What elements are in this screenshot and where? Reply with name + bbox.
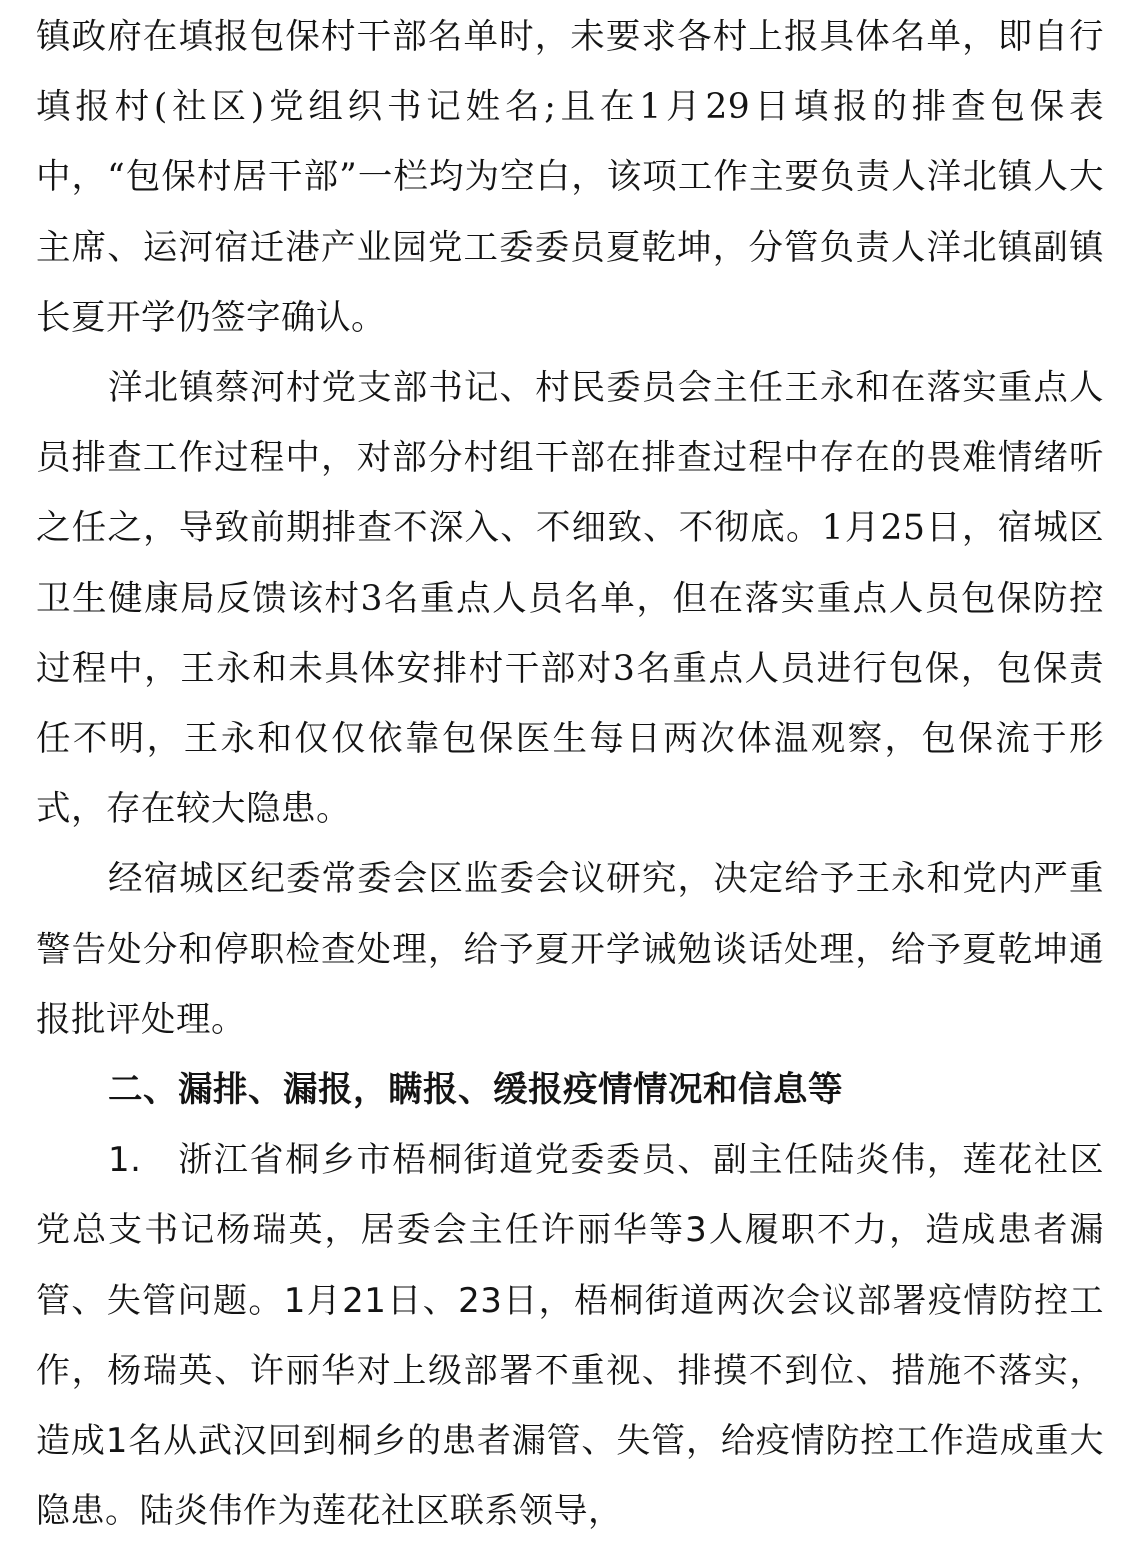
paragraph-wang-yonghe: 洋北镇蔡河村党支部书记、村民委员会主任王永和在落实重点人员排查工作过程中，对部分村组干部在排查过程中存在的畏难情绪听之任之，导致前期排查不深入、不细致、不彻底。1月25日，宿城区卫生健康局反馈该村3名重点人员名单，但在落实重点人员包保防控过程中，王永和未具体安排村干部对3名重点人员进行包保，包保责任不明，王永和仅仅依靠包保医生每日两次体温观察，包保流于形式，存在较大隐患。 (36, 368, 1104, 830)
paragraph-continued: 镇政府在填报包保村干部名单时，未要求各村上报具体名单，即自行填报村(社区)党组织书记姓名;且在1月29日填报的排查包保表中，“包保村居干部”一栏均为空白，该项工作主要负责人洋北镇人大主席、运河宿迁港产业园党工委委员夏乾坤，分管负责人洋北镇副镇长夏开学仍签字确认。 (36, 17, 1104, 338)
document-page (36, 2, 1104, 1546)
section-heading: 二、漏排、漏报，瞒报、缓报疫情情况和信息等 (108, 1070, 843, 1111)
list-item-1: 1. 浙江省桐乡市梧桐街道党委委员、副主任陆炎伟，莲花社区党总支书记杨瑞英，居委会主任许丽华等3人履职不力，造成患者漏管、失管问题。1月21日、23日，梧桐街道两次会议部署疫情防控工作，杨瑞英、许丽华对上级部署不重视、排摸不到位、措施不落实，造成1名从武汉回到桐乡的患者漏管、失管，给疫情防控工作造成重大隐患。陆炎伟作为莲花社区联系领导， (36, 1140, 1104, 1532)
paragraph-decision: 经宿城区纪委常委会区监委会议研究，决定给予王永和党内严重警告处分和停职检查处理，给予夏开学诫勉谈话处理，给予夏乾坤通报批评处理。 (36, 859, 1104, 1040)
